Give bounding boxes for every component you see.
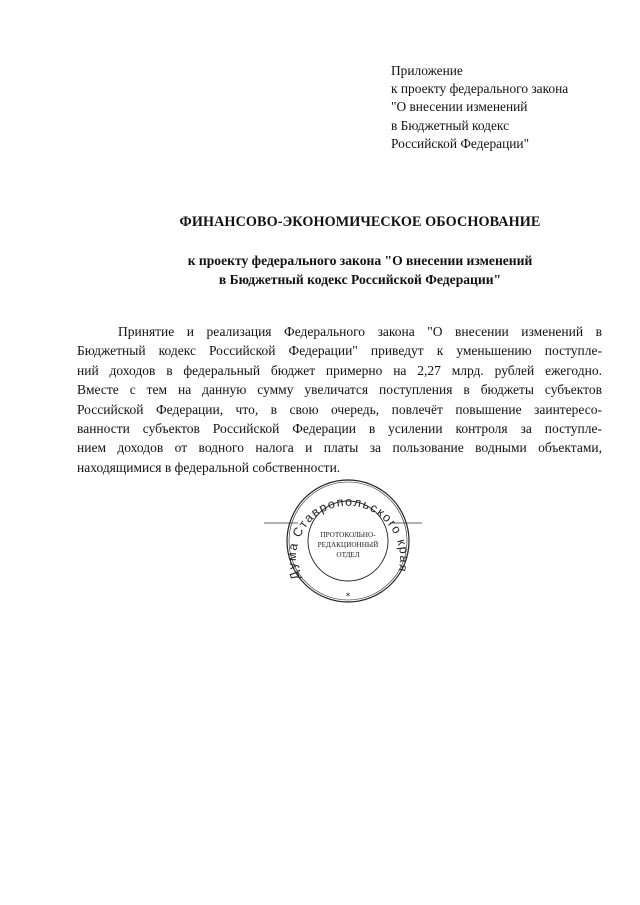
attachment-line: в Бюджетный кодекс	[391, 117, 510, 133]
attachment-line: к проекту федерального закона	[391, 81, 569, 97]
attachment-line: "О внесении изменений	[391, 99, 528, 115]
body-line: Вместе с тем на данную сумму увеличатся поступления в бюджеты субъектов	[77, 382, 602, 398]
stamp-center-line: ПРОТОКОЛЬНО-	[320, 531, 376, 539]
official-stamp	[264, 477, 424, 607]
attachment-line: Приложение	[391, 63, 463, 78]
body-line: находящимися в федеральной собственности.	[77, 459, 341, 475]
stamp-center-line: РЕДАКЦИОННЫЙ	[317, 541, 379, 549]
attachment-line: Российской Федерации"	[391, 135, 530, 151]
body-line: Бюджетный кодекс Российской Федерации" приведут к уменьшению поступле-	[77, 343, 602, 359]
body-line: ванности субъектов Российской Федерации в усилении контроля за поступле-	[77, 421, 602, 437]
attachment-note	[391, 62, 621, 153]
body-line: ний доходов в федеральный бюджет примерно на 2,27 млрд. рублей ежегодно.	[77, 362, 602, 378]
body-line: Принятие и реализация Федерального закона "О внесении изменений в	[118, 324, 602, 339]
stamp-star: *	[345, 592, 351, 602]
document-subtitle	[0, 251, 640, 289]
body-line: нием доходов от водного налога и платы за пользование водными объектами,	[77, 440, 602, 456]
stamp-center-line: ОТДЕЛ	[336, 551, 360, 559]
body-line: Российской Федерации, что, в свою очередь, повлечёт повышение заинтересо-	[77, 401, 602, 417]
document-title: ФИНАНСОВО-ЭКОНОМИЧЕСКОЕ ОБОСНОВАНИЕ	[179, 214, 541, 230]
body-paragraph	[77, 322, 602, 477]
subtitle-line: в Бюджетный кодекс Российской Федерации"	[218, 272, 502, 287]
stamp-ring-text-path: Дума Ставропольского края	[284, 494, 412, 582]
subtitle-line: к проекту федерального закона "О внесении изменений	[187, 253, 533, 268]
